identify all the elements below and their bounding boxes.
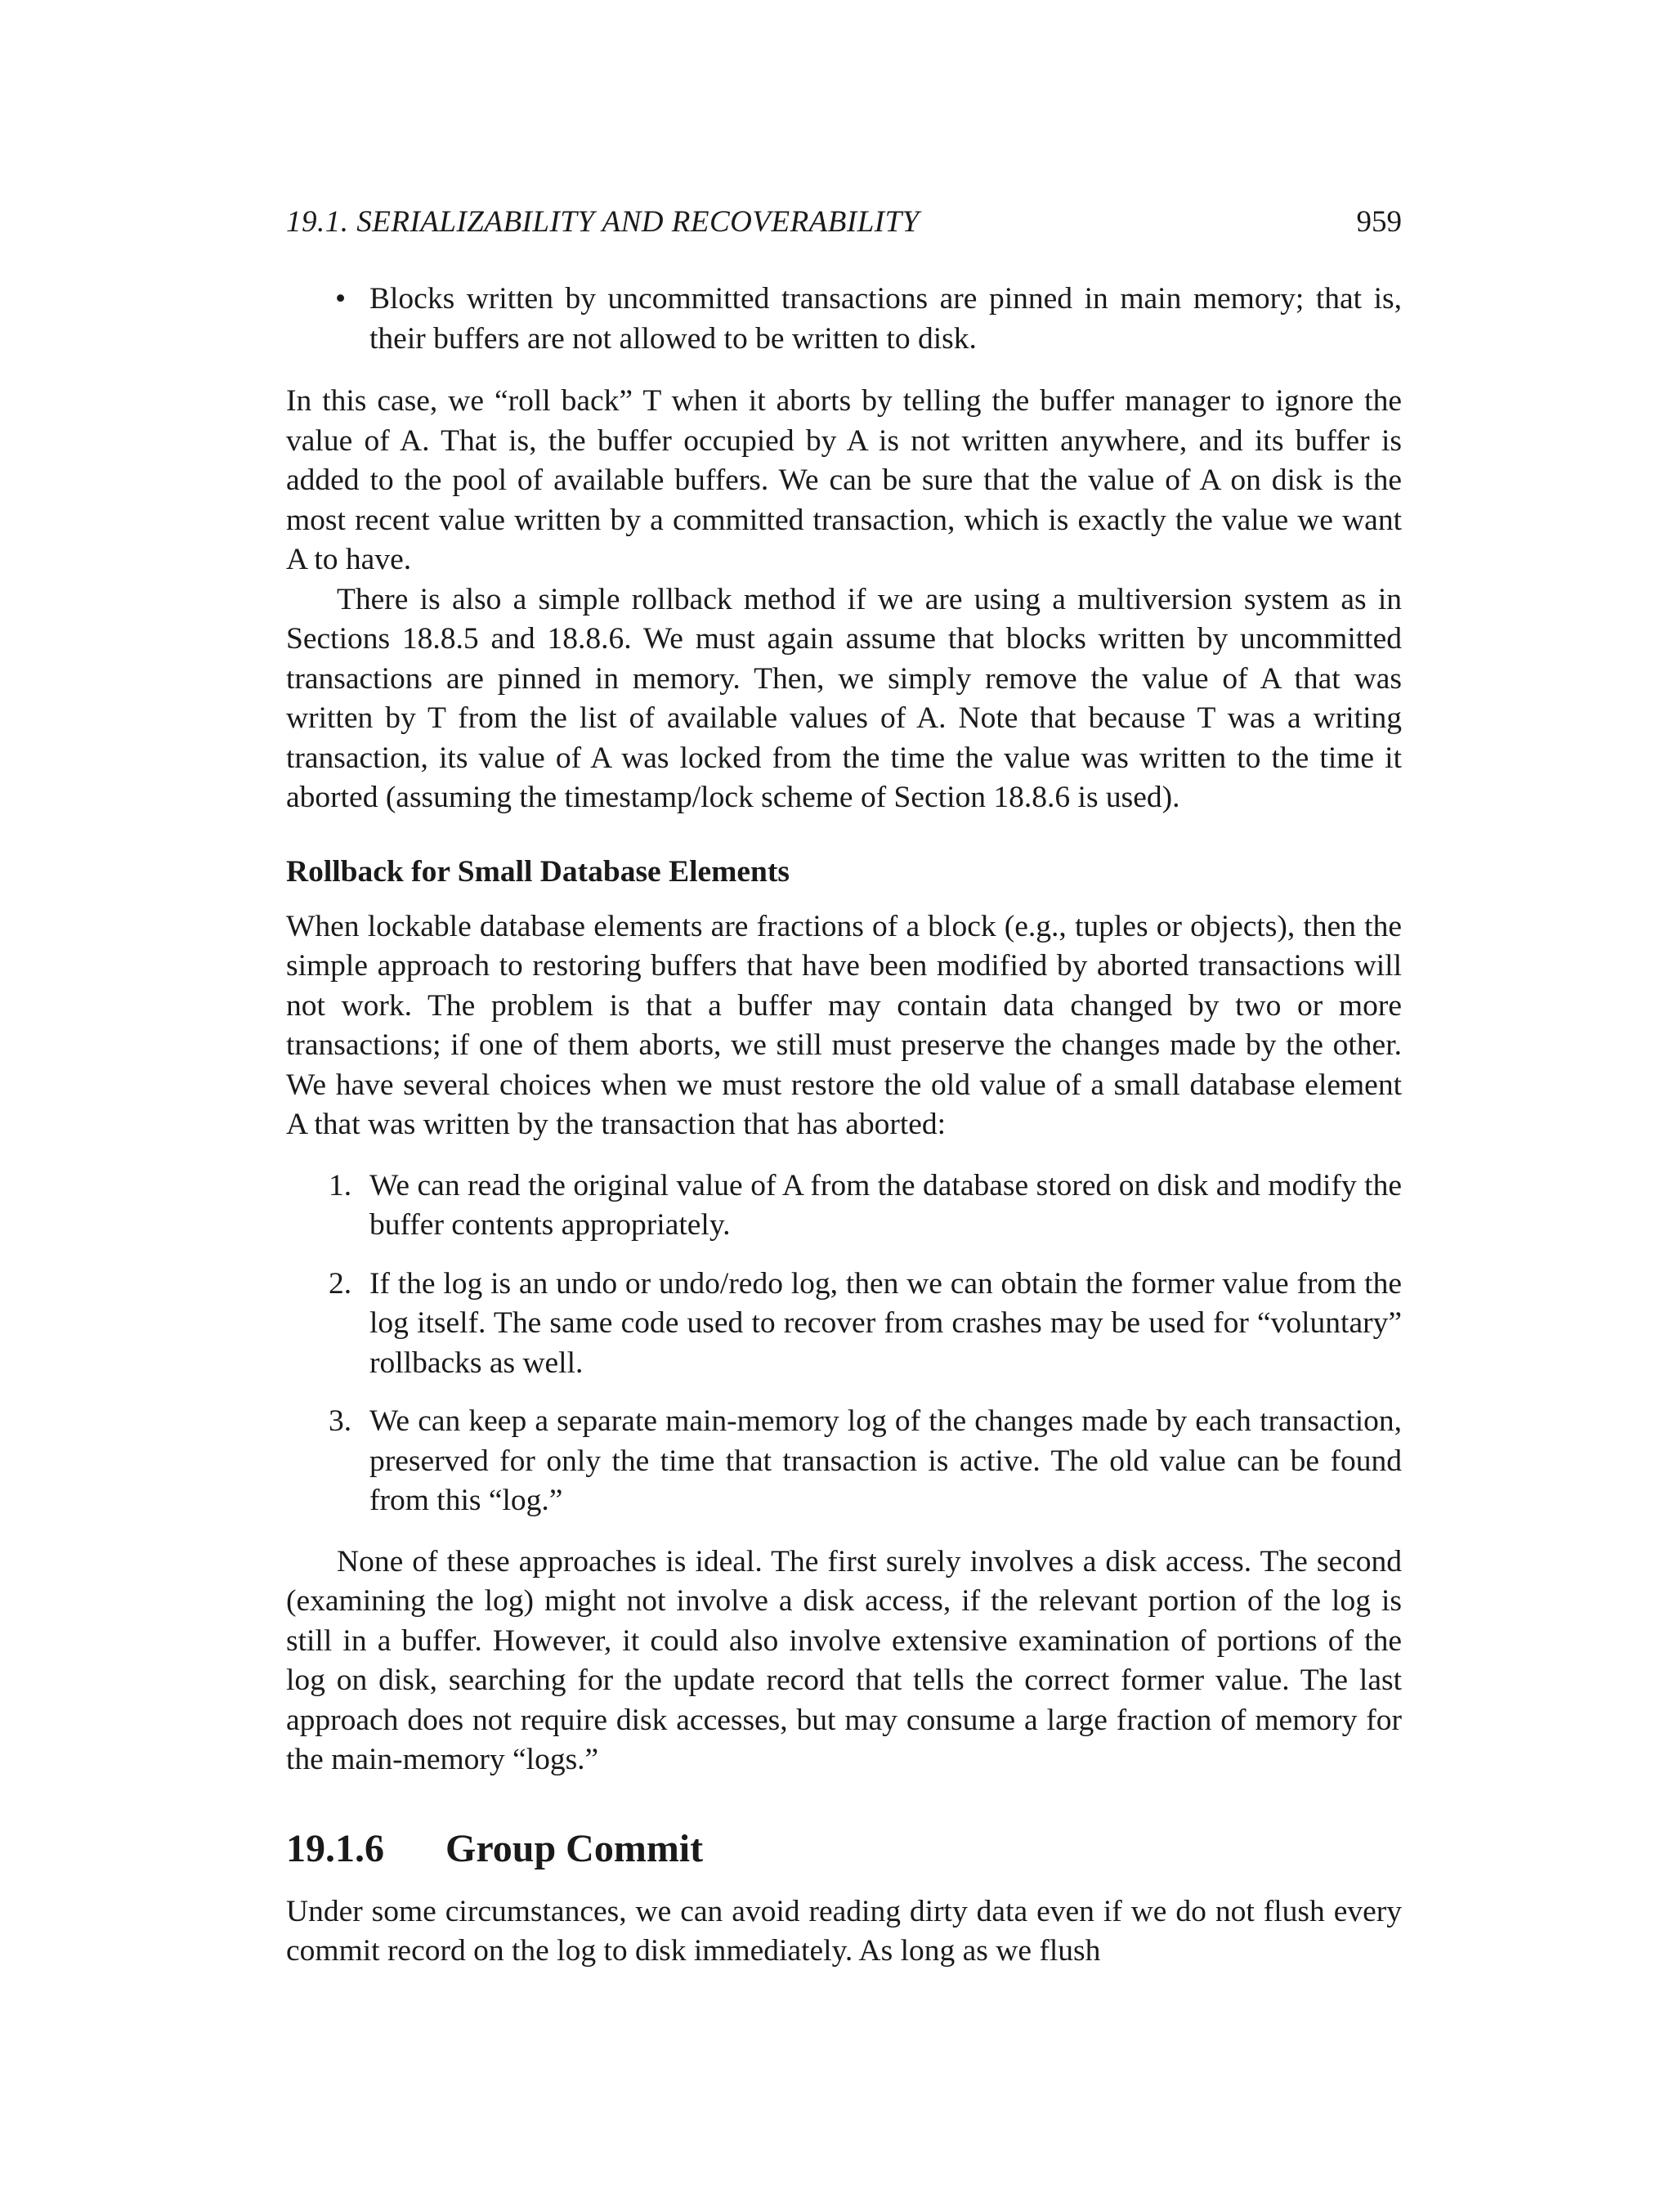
paragraph-small-elements: When lockable database elements are fractions of a block (e.g., tuples or objects), then the simple approach to restoring buffers that have been modified by aborted transactions will not work. The problem is that a buffer may contain data changed by two or more transactions; if one of them aborts, we still must preserve the changes made by the other. We have several choices when we must restore the old value of a small database element A that was written by the transaction that has aborted: <box>286 909 1402 1141</box>
paragraph-multiversion: There is also a simple rollback method if we are using a multiversion system as in Sections 18.8.5 and 18.8.6. We must again assume that blocks written by uncommitted transactions are pinned in memory. Then, we simply remove the value of A that was written by T from the list of available values of A. Note that because T was a writing transaction, its value of A was locked from the time the value was written to the time it aborted (assuming the timestamp/lock scheme of Section 18.8.6 is used). <box>286 582 1402 814</box>
bullet-text: Blocks written by uncommitted transactions are pinned in main memory; that is, their buffers are not allowed to be written to disk. <box>369 282 1402 356</box>
bullet-item <box>286 280 1402 359</box>
list-text: We can keep a separate main-memory log of the changes made by each transaction, preserved for only the time that transaction is active. The old value can be found from this “log.” <box>369 1404 1402 1517</box>
running-header <box>286 190 1402 239</box>
section-heading <box>286 1826 1402 1871</box>
paragraph-rollback-buffer: In this case, we “roll back” T when it aborts by telling the buffer manager to ignore the value of A. That is, the buffer occupied by A is not written anywhere, and its buffer is added to the pool of available buffers. We can be sure that the value of A on disk is the most recent value written by a committed transaction, which is exactly the value we want A to have. <box>286 384 1402 576</box>
list-text: We can read the original value of A from the database stored on disk and modify the buffer contents appropriately. <box>369 1168 1402 1242</box>
bullet-list <box>286 280 1402 359</box>
paragraph-group-commit: Under some circumstances, we can avoid reading dirty data even if we do not flush every commit record on the log to disk immediately. As long as we flush <box>286 1894 1402 1968</box>
list-number: 1. <box>329 1168 352 1202</box>
list-item <box>286 1402 1402 1521</box>
list-number: 3. <box>329 1404 352 1438</box>
running-header-title: 19.1. SERIALIZABILITY AND RECOVERABILITY <box>286 205 920 239</box>
page-number: 959 <box>1356 205 1402 239</box>
section-title: Group Commit <box>445 1826 704 1870</box>
list-number: 2. <box>329 1266 352 1301</box>
bullet-icon: • <box>335 282 347 316</box>
section-number: 19.1.6 <box>286 1826 384 1870</box>
numbered-list <box>286 1166 1402 1521</box>
list-text: If the log is an undo or undo/redo log, then we can obtain the former value from the log itself. The same code used to recover from crashes may be used for “voluntary” rollbacks as well. <box>369 1266 1402 1380</box>
list-item <box>286 1265 1402 1384</box>
page <box>286 190 1402 1972</box>
subsection-heading: Rollback for Small Database Elements <box>286 854 790 889</box>
list-item <box>286 1166 1402 1246</box>
paragraph-approaches: None of these approaches is ideal. The first surely involves a disk access. The second (examining the log) might not involve a disk access, if the relevant portion of the log is still in a buffer. However, it could also involve extensive examination of portions of the log on disk, searching for the update record that tells the correct former value. The last approach does not require disk accesses, but may consume a large fraction of memory for the main-memory “logs.” <box>286 1544 1402 1776</box>
